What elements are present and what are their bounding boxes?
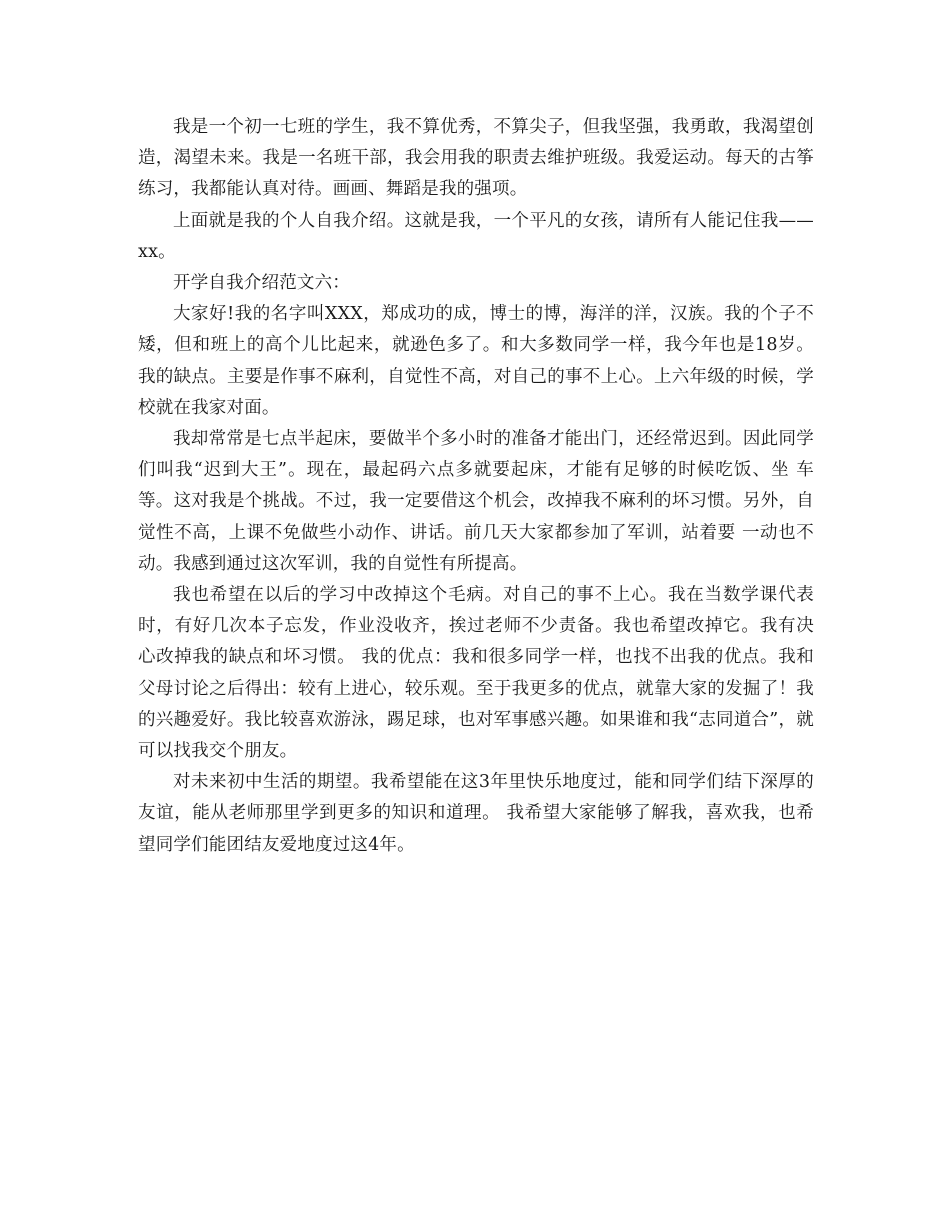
paragraph-summary: 上面就是我的个人自我介绍。这就是我，一个平凡的女孩，请所有人能记住我——xx。 <box>138 210 814 262</box>
document-body <box>138 112 814 861</box>
section-heading: 开学自我介绍范文六： <box>173 273 350 294</box>
paragraph-intro: 我是一个初一七班的学生，我不算优秀，不算尖子，但我坚强，我勇敢，我渴望创造，渴望未来。我是一名班干部，我会用我的职责去维护班级。我爱运动。每天的古筝练习，我都能认真对待。画画、舞蹈是我的强项。 <box>138 117 814 200</box>
paragraph-expectations: 对未来初中生活的期望。我希望能在这3年里快乐地度过，能和同学们结下深厚的友谊，能从老师那里学到更多的知识和道理。 我希望大家能够了解我，喜欢我，也希望同学们能团结友爱地度过这4年。 <box>138 772 814 855</box>
paragraph-strengths: 我也希望在以后的学习中改掉这个毛病。对自己的事不上心。我在当数学课代表时，有好几次本子忘发，作业没收齐，挨过老师不少责备。我也希望改掉它。我有决 心改掉我的缺点和坏习惯。 我的优点：我和很多同学一样，也找不出我的优点。我和父母讨论之后得出：较有上进心，较乐观。至于我更多的优点，就靠大家的发掘了！我的兴趣爱好。我比较喜欢游泳，踢足球，也对军事感兴趣。如果谁和我“志同道合”，就可以找我交个朋友。 <box>138 585 814 762</box>
paragraph-shortcomings: 我却常常是七点半起床，要做半个多小时的准备才能出门，还经常迟到。因此同学们叫我“迟到大王”。现在，最起码六点多就要起床，才能有足够的时候吃饭、坐 车等。这对我是个挑战。不过，我一定要借这个机会，改掉我不麻利的坏习惯。另外，自觉性不高，上课不免做些小动作、讲话。前几天大家都参加了军训，站着要 一动也不动。我感到通过这次军训，我的自觉性有所提高。 <box>138 429 814 574</box>
paragraph-greeting: 大家好!我的名字叫XXX，郑成功的成，博士的博，海洋的洋，汉族。我的个子不矮，但和班上的高个儿比起来，就逊色多了。和大多数同学一样，我今年也是18岁。 我的缺点。主要是作事不麻利，自觉性不高，对自己的事不上心。上六年级的时候，学校就在我家对面。 <box>138 304 814 418</box>
